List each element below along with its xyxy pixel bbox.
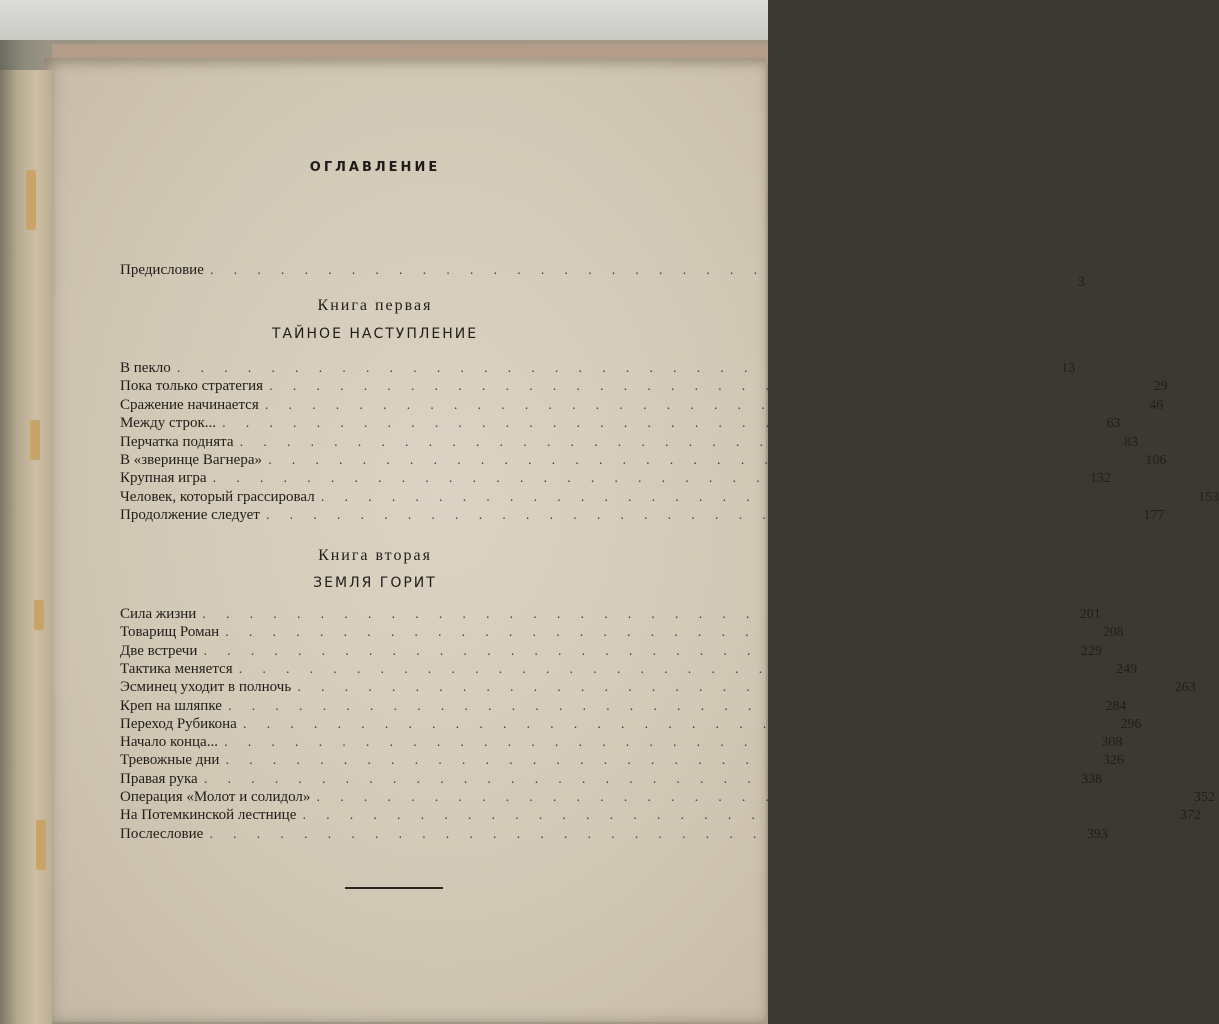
toc-entry — [120, 624, 1124, 642]
toc-entry-page: 46 — [1149, 397, 1164, 413]
toc-entry-page: 326 — [1102, 753, 1124, 769]
toc-entry-preface — [120, 262, 1085, 290]
toc-entry-page: 29 — [1153, 379, 1168, 395]
toc-entry-page: 338 — [1081, 771, 1103, 787]
toc-leader-dots: . . . . . . . . . . . . . . . . . . . . . . . . . . . . . . . . . . . . . — [265, 508, 1129, 523]
toc-leader-dots: . . . . . . . . . . . . . . . . . . . . . . . . . . . . . . . . . . . . . — [239, 434, 1102, 449]
toc-leader-dots: . . . . . . . . . . . . . . . . . . . . . . . . . . . . . . . . . . . . . — [242, 716, 1106, 731]
toc-entry — [120, 433, 1138, 452]
toc-entry-page: 132 — [1089, 471, 1111, 487]
toc-entry-page: 201 — [1079, 607, 1101, 622]
toc-entry — [120, 660, 1138, 679]
torn-edge — [26, 170, 36, 230]
book2-title: ЗЕМЛЯ ГОРИТ — [313, 575, 437, 591]
toc-entry-label: Продолжение следует — [120, 507, 260, 524]
toc-entry-label: Начало конца... — [120, 734, 218, 751]
toc-entry — [120, 488, 1219, 507]
toc-entry-label: Правая рука — [120, 770, 198, 787]
toc-entry-page: 106 — [1145, 453, 1167, 468]
toc-leader-dots: . . . . . . . . . . . . . . . . . . . . . . . . . . . . . . . . . . . . . — [225, 625, 1088, 640]
book1-label: Книга первая — [317, 297, 433, 314]
toc-entry — [120, 825, 1108, 844]
toc-leader-dots: . . . . . . . . . . . . . . . . . . . . . . . . . . . . . . . . . . . . . — [209, 826, 1072, 841]
toc-entry-label: Переход Рубикона — [120, 715, 237, 732]
toc-entry — [120, 734, 1123, 752]
toc-entry-page: 229 — [1080, 643, 1102, 659]
toc-entry — [120, 807, 1201, 825]
toc-entry-page: 208 — [1102, 625, 1124, 641]
toc-entry — [120, 642, 1102, 661]
toc-entry — [120, 415, 1121, 433]
toc-leader-dots: . . . . . . . . . . . . . . . . . . . . . . . . . . . . . . . . . . . . . — [316, 790, 1179, 804]
toc-entry — [120, 507, 1165, 525]
book-page — [44, 58, 766, 1022]
book2-label: Книга вторая — [318, 547, 432, 564]
toc-leader-dots: . . . . . . . . . . . . . . . . . . . . . . . . . . . . . . . . . . . . . — [176, 361, 1040, 375]
toc-leader-dots: . . . . . . . . . . . . . . . . . . . . . . . . . . . . . . . . . . . . . — [302, 808, 1165, 823]
toc-leader-dots: . . . . . . . . . . . . . . . . . . . . . . . . . . . . . . . . . . . . . — [297, 680, 1160, 695]
toc-entry-label: Тактика меняется — [120, 660, 233, 677]
toc-entry-page: 352 — [1193, 790, 1215, 805]
toc-entry-page: 153 — [1198, 489, 1219, 505]
toc-entry-label: В пекло — [120, 360, 171, 376]
torn-edge — [30, 420, 40, 460]
toc-entry — [120, 452, 1167, 470]
toc-entry-label: Между строк... — [120, 415, 216, 432]
toc-entry-page: 63 — [1106, 416, 1121, 432]
toc-entry-page: 263 — [1174, 680, 1196, 696]
toc-leader-dots: . . . . . . . . . . . . . . . . . . . . . . . . . . . . . . . . . . . . . — [202, 607, 1065, 621]
toc-entry-label: На Потемкинской лестнице — [120, 807, 297, 824]
toc-entry — [120, 789, 1215, 807]
toc-entry-label: Операция «Молот и солидол» — [120, 789, 311, 805]
toc-leader-dots: . . . . . . . . . . . . . . . . . . . . . . . . . . . . . . . . . . . . . — [238, 661, 1102, 676]
toc-heading: ОГЛАВЛЕНИЕ — [309, 160, 441, 175]
toc-entry-label: Сила жизни — [120, 606, 197, 622]
toc-leader-dots: . . . . . . . . . . . . . . . . . . . . . . . . . . . . . . . . . . . . . — [223, 735, 1087, 750]
toc-leader-dots: . . . . . . . . . . . . . . . . . . . . . . . . . . . . . . . . . . . . . — [203, 771, 1067, 786]
toc-entry-label: Человек, который грассировал — [120, 488, 315, 505]
toc-leader-dots: . . . . . . . . . . . . . . . . . . . . . . . . . . . . . . . . . . . . . — [203, 643, 1066, 658]
toc-leader-dots: . . . . . . . . . . . . . . . . . . . . . . . . . . . . . . . . . . . . . — [212, 471, 1075, 486]
toc-leader-dots: . . . . . . . . . . . . . . . . . . . . . . . . . . . . . . . . . . . . . — [269, 379, 1132, 394]
toc-entry-label: Предисловие — [120, 262, 204, 278]
toc-leader-dots: . . . . . . . . . . . . . . . . . . . . . . . . . . . . . . . . . . . . . — [267, 453, 1131, 467]
toc-entry — [120, 752, 1124, 770]
toc-entry — [120, 697, 1127, 716]
toc-entry-page: 249 — [1116, 661, 1138, 677]
torn-edge — [36, 820, 46, 870]
toc-entry-label: Перчатка поднята — [120, 433, 234, 450]
toc-entry-page: 13 — [1061, 361, 1076, 376]
toc-leader-dots: . . . . . . . . . . . . . . . . . . . . . . . . . . . . . . . . . . . . . — [227, 698, 1091, 713]
toc-entry-label: Эсминец уходит в полночь — [120, 679, 292, 696]
toc-leader-dots: . . . . . . . . . . . . . . . . . . . . . . . . . . . . . . . . . . . . . — [221, 416, 1085, 431]
toc-entry-page: 177 — [1143, 508, 1165, 524]
toc-entry-label: Крупная игра — [120, 470, 207, 487]
toc-entry-page: 284 — [1105, 698, 1127, 714]
toc-entry-label: Сражение начинается — [120, 396, 259, 413]
toc-leader-dots: . . . . . . . . . . . . . . . . . . . . . . . . . . . . . . . . . . . . . — [264, 397, 1128, 412]
toc-entry-label: Товарищ Роман — [120, 624, 220, 641]
toc-entry-page: 372 — [1179, 808, 1201, 824]
closing-rule — [345, 887, 443, 889]
torn-edge — [34, 600, 44, 630]
toc-entry-label: Креп на шляпке — [120, 697, 222, 714]
toc-entry-page: 83 — [1123, 434, 1138, 450]
toc-entry — [120, 770, 1103, 789]
toc-entry — [120, 606, 1101, 624]
toc-entry-label: Пока только стратегия — [120, 378, 264, 395]
toc-entry — [120, 378, 1168, 396]
toc-entry-label: В «зверинце Вагнера» — [120, 452, 262, 468]
toc-entry — [120, 470, 1111, 488]
toc-entry — [120, 396, 1164, 415]
toc-entry-label: Тревожные дни — [120, 752, 220, 769]
toc-entry-label: Послесловие — [120, 825, 204, 842]
toc-entry — [120, 679, 1196, 697]
toc-entry-page: 296 — [1120, 716, 1142, 732]
book1-title: ТАЙНОЕ НАСТУПЛЕНИЕ — [271, 326, 479, 342]
toc-entry — [120, 360, 1076, 378]
toc-entry-page: 3 — [1077, 275, 1085, 290]
toc-entry — [120, 715, 1142, 734]
toc-entry-label: Две встречи — [120, 642, 198, 659]
toc-entry-page: 393 — [1086, 826, 1108, 842]
toc-leader-dots: . . . . . . . . . . . . . . . . . . . . . . . . . . . . . . . . . . . . . — [320, 489, 1184, 504]
toc-leader-dots: . . . . . . . . . . . . . . . . . . . . . . . . . . . . . . . . . . . . — [209, 263, 1049, 277]
toc-leader-dots: . . . . . . . . . . . . . . . . . . . . . . . . . . . . . . . . . . . . . — [225, 753, 1088, 768]
toc-entry-page: 308 — [1101, 735, 1123, 751]
